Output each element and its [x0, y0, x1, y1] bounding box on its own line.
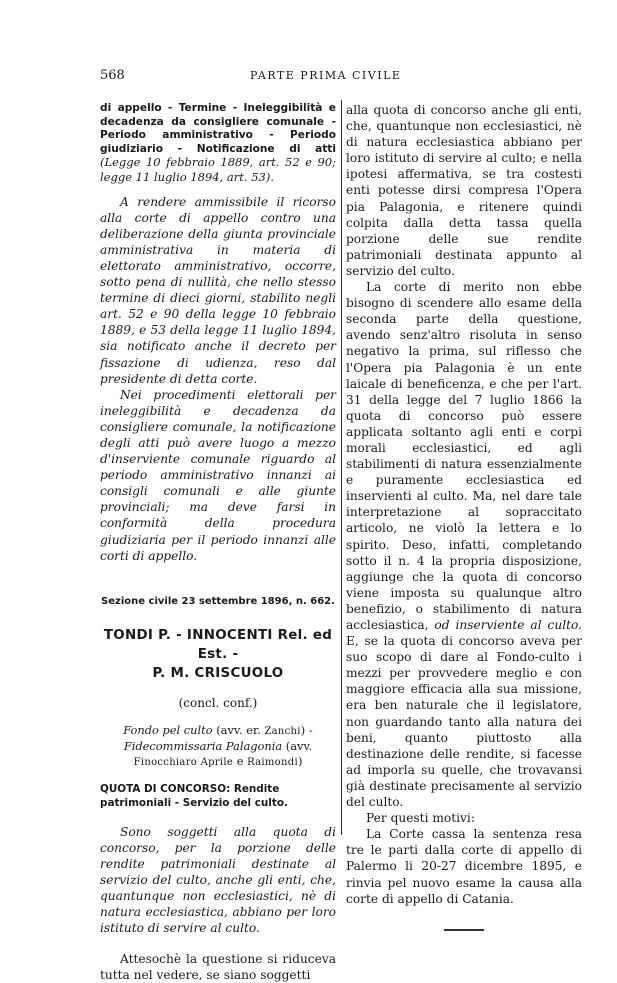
page-number: 568: [100, 68, 125, 83]
reasons-line: Per questi motivi:: [366, 811, 475, 826]
parties-line-1: TONDI P. - INNOCENTI Rel. ed Est. -: [103, 627, 333, 662]
quota-maxim-text: Sono soggetti alla quota di concorso, per la porzione delle rendite patrimoniali destinate al servizio del culto, anche gli enti, che, quantunque non ecclesiastici, nè di natura ecclesiastica, abbiano per loro istituto di servire al culto.: [100, 824, 336, 936]
opinion-start: Attesochè la questione si riduceva tutta nel vedere, se siano soggetti: [100, 951, 336, 982]
maxim-text-2: Nei procedimenti elettorali per ineleggibilità e decadenza da consigliere comunale, la notificazione degli atti può avere luogo a mezzo d'inserviente comunale riguardo al periodo amministrativo innanzi ai consigli comunali e alle giunte provinciali; ma deve farsi in conformità della procedura giudiziaria per il periodo innanzi alle corti di appello.: [100, 387, 336, 563]
opinion-para-2: La corte di merito non ebbe bisogno di scendere allo esame della seconda parte della questione, avendo senz'altro risoluta in senso negativo la prima, sul riflesso che l'Opera pia Palagonia è un ente laicale di beneficenza, e che per l'art. 31 della legge del 7 luglio 1866 la quota di concorso può essere applicata soltanto agli enti e corpi morali ecclesiastici, ed agli stabilimenti di natura essenzialmente e puramente ecclesiastica ed inservienti al culto. Ma, nel dare tale interpretazione al sopraccitato articolo, ne violò la lettera e lo spirito. Deso, infatti, completando sotto il n. 4 la propria disposizione, aggiunge che la quota di concorso viene imposta su qualunque altro benefizio, o stabilimento di natura acclesiastica, od inserviente al culto. E, se la quota di concorso aveva per suo scopo di dare al Fondo-culto i mezzi per provvedere meglio e con maggiore efficacia alla sua missione, era ben naturale che il legislatore, non guardando tanto alla natura dei beni, quanto piuttosto alla destinazione delle rendite, si facesse ad imporla su quelle, che trovavansi già destinate precisamente al servizio del culto.: [346, 280, 583, 810]
column-divider: [341, 100, 342, 835]
case-parties: Fondo pel culto (avv. er. Zanchi) - Fidecommissaria Palagonia (avv. Finocchiaro Aprile e Raimondi): [123, 722, 313, 768]
end-rule: [444, 929, 484, 931]
running-title: PARTE PRIMA CIVILE: [250, 69, 402, 82]
quota-heading: QUOTA DI CONCORSO: Rendite patrimoniali - Servizio del culto.: [100, 782, 288, 809]
judgment-text: La Corte cassa la sentenza resa tre le parti dalla corte di appello di Palermo li 20-27 dicembre 1895, e rinvia pel nuovo esame la causa alla corte di appello di Catania.: [346, 827, 582, 906]
opinion-para-1: alla quota di concorso anche gli enti, che, quantunque non ecclesiastici, nè di natura ecclesiastica abbiano per loro istituto di servire al culto; e nella ipotesi affermativa, se tra costesti enti potesse dirsi compresa l'Opera pia Palagonia, e ritenere quindi colpita dalla detta tassa quella porzione delle sue rendite patrimoniali destinata appunto al servizio del culto.: [346, 103, 582, 278]
page-header: [100, 68, 530, 88]
section-date: Sezione civile 23 settembre 1896, n. 662.: [101, 595, 335, 607]
left-column: [100, 102, 336, 983]
maxim-heading: [100, 102, 336, 186]
maxim-text-1: A rendere ammissibile il ricorso alla corte di appello contro una deliberazione della giunta provinciale amministrativa in materia di elettorato amministrativo, occorre, sotto pena di nullità, che nello stesso termine di dieci giorni, stabilito negli art. 52 e 90 della legge 10 febbraio 1889, e 53 della legge 11 luglio 1894, sia notificato anche il decreto per fissazione di udienza, reso dal presidente di detta corte.: [100, 194, 336, 386]
maxim-legal-reference: (Legge 10 febbraio 1889, art. 52 e 90; legge 11 luglio 1894, art. 53).: [100, 155, 336, 184]
parties-line-2: P. M. CRISCUOLO: [152, 665, 284, 681]
conclusion-note: (concl. conf.): [178, 695, 258, 710]
maxim-keywords: di appello - Termine - Ineleggibilità e decadenza da consigliere comunale - Periodo amministrativo - Periodo giudiziario - Notificazione di atti: [100, 102, 336, 155]
right-column: [346, 102, 582, 931]
